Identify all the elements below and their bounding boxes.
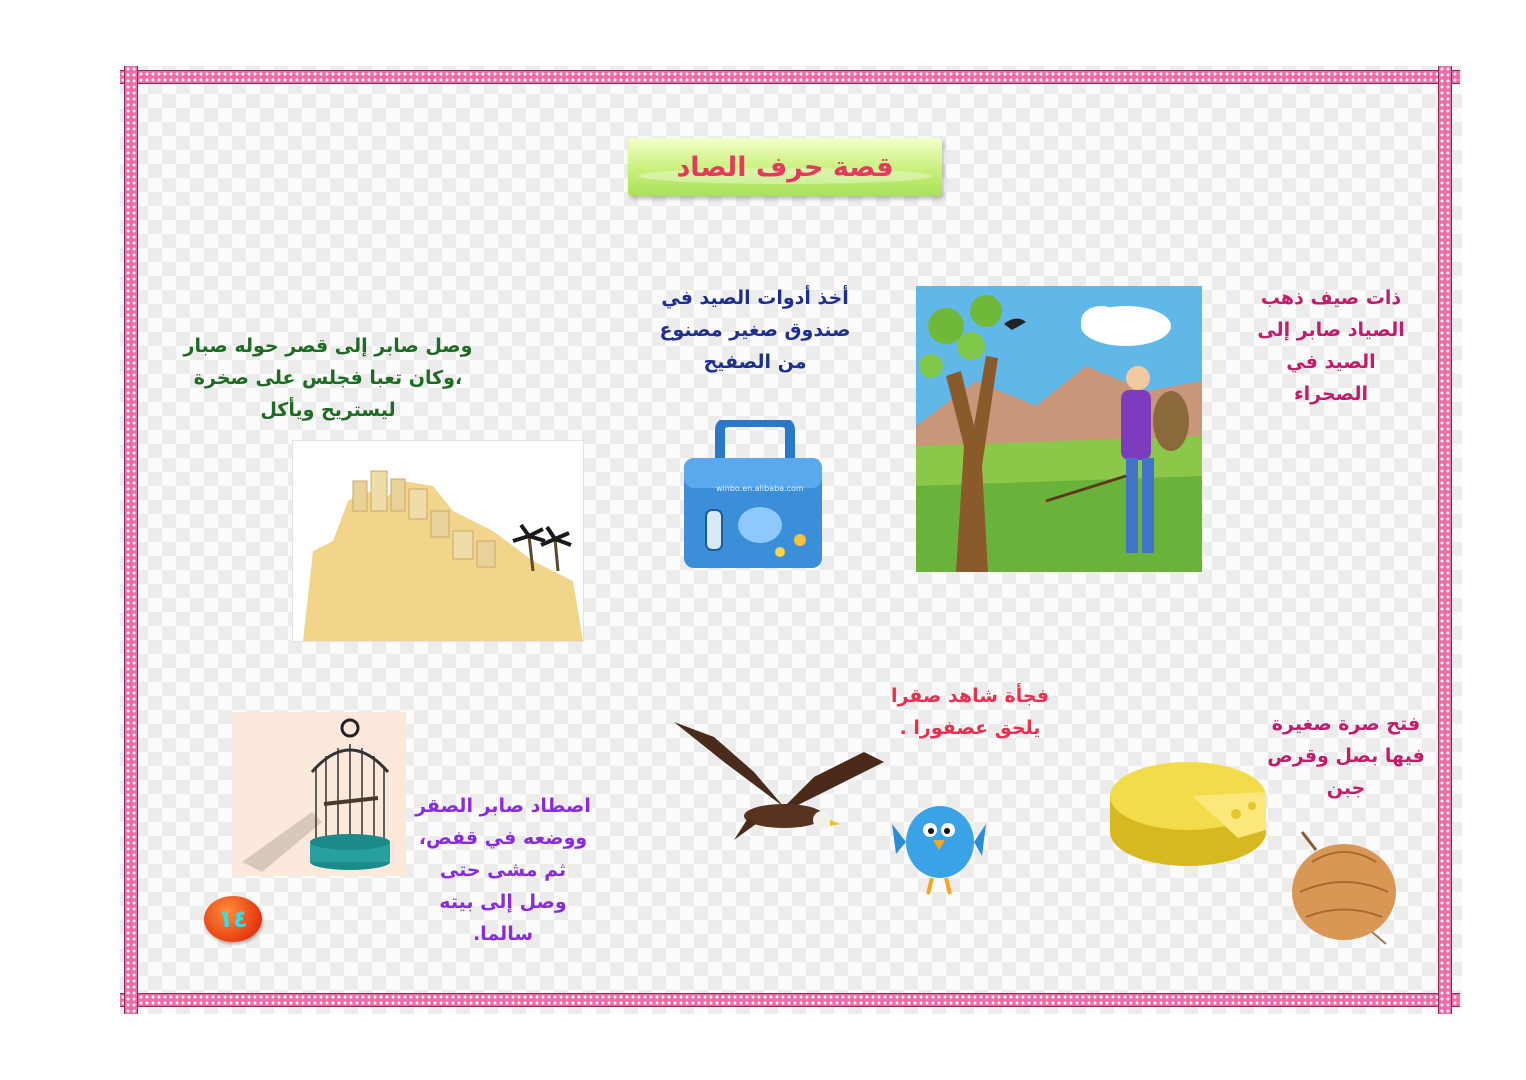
frame-left <box>124 66 138 1014</box>
text-line: الصياد صابر إلى <box>1257 319 1405 341</box>
falcon-illustration <box>664 712 886 856</box>
hunter-illustration <box>916 286 1202 572</box>
page-number-badge <box>204 896 262 942</box>
sparrow-illustration <box>890 794 988 902</box>
text-line: فجأة شاهد صقرا <box>890 685 1050 707</box>
page-title: قصة حرف الصاد <box>676 151 894 183</box>
paragraph-tools <box>640 282 870 378</box>
text-line: الصيد في <box>1286 351 1376 373</box>
paragraph-palace <box>178 330 478 426</box>
cheese-illustration <box>1108 752 1274 868</box>
text-line: فيها بصل وقرص <box>1267 745 1425 767</box>
text-line: أخذ أدوات الصيد في <box>661 287 849 309</box>
text-line: فتح صرة صغيرة <box>1271 713 1421 735</box>
text-line: سالما. <box>472 923 534 945</box>
onion-illustration <box>1282 822 1402 946</box>
text-line: صندوق صغير مصنوع <box>659 319 851 341</box>
cage-illustration <box>232 712 406 876</box>
text-line: وصل إلى بيته <box>439 891 567 913</box>
paragraph-surprise <box>880 680 1060 744</box>
paragraph-bundle <box>1256 708 1436 804</box>
text-line: ثم مشى حتى <box>439 859 567 881</box>
text-line: يلحق عصفورا . <box>899 717 1041 739</box>
paragraph-caught <box>406 790 600 950</box>
text-line: ذات صيف ذهب <box>1260 287 1402 309</box>
text-line: من الصفيح <box>703 351 807 373</box>
text-line: وصل صابر إلى قصر حوله صبار <box>183 335 473 357</box>
paragraph-summer <box>1236 282 1426 410</box>
text-line: الصحراء <box>1293 383 1369 405</box>
text-line: جبن <box>1326 777 1366 799</box>
palace-illustration <box>292 440 584 642</box>
text-line: ووضعه في قفص، <box>418 827 588 849</box>
text-line: اصطاد صابر الصقر <box>415 795 591 817</box>
text-line: ليستريح ويأكل <box>260 399 396 421</box>
text-line: ،وكان تعبا فجلس على صخرة <box>193 367 463 389</box>
frame-top <box>120 70 1460 84</box>
frame-bottom <box>120 993 1460 1007</box>
frame-right <box>1438 66 1452 1014</box>
title-banner <box>628 138 942 196</box>
tin-box-illustration <box>680 420 826 570</box>
box-watermark: winbo.en.alibaba.com <box>716 484 804 493</box>
page-number: ١٤ <box>218 905 248 933</box>
